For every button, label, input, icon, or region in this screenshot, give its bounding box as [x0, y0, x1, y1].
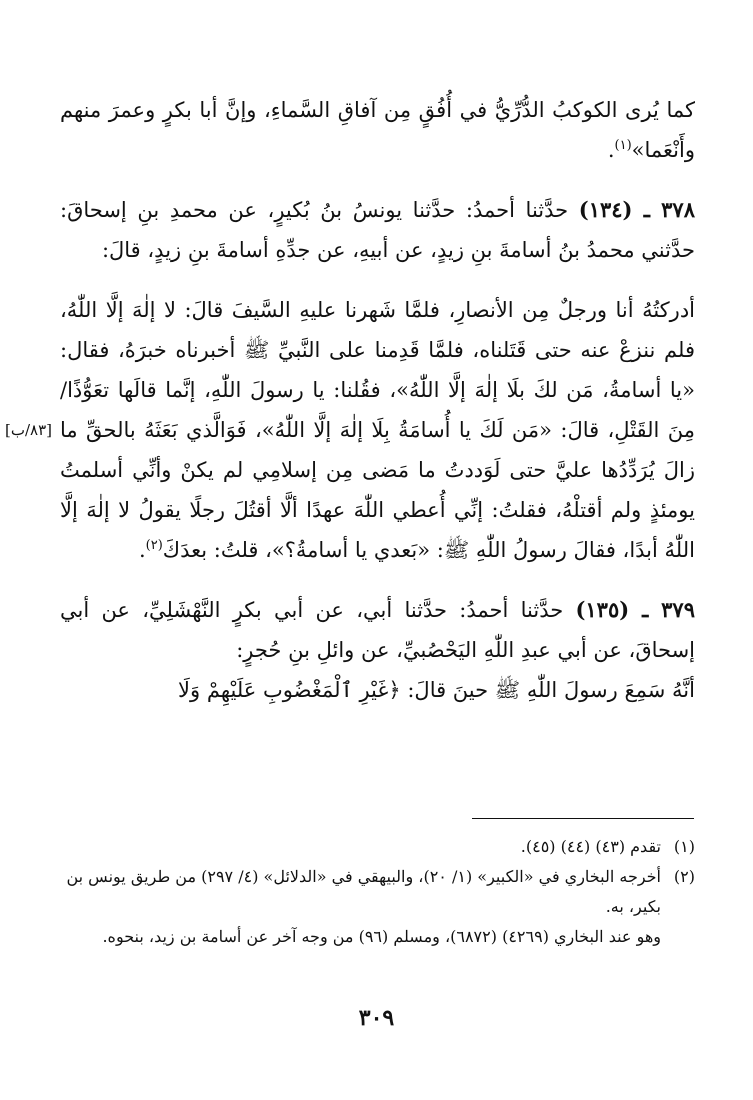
footnote-1: [60, 832, 695, 862]
hadith-378-number: ٣٧٨ ـ (١٣٤): [578, 197, 695, 222]
manuscript-folio-marker: [٨٣/ب]: [5, 421, 53, 439]
hadith-378-chain: ٣٧٨ ـ (١٣٤) حدَّثنا أحمدُ: حدَّثنا يونسُ بنُ بُكيرٍ، عن محمدِ بنِ إسحاقَ: حدَّثني محمدُ بنُ أسامةَ بنِ زيدٍ، عن أبيهِ، عن جدِّهِ أسامةَ بنِ زيدٍ، قالَ:: [60, 197, 695, 262]
main-text: [5, 90, 695, 710]
footnote-ref-2: (٢): [145, 538, 163, 553]
hadith-379-chain: ٣٧٩ ـ (١٣٥) حدَّثنا أحمدُ: حدَّثنا أبي، عن أبي بكرٍ النَّهْشَلِيِّ، عن أبي إسحاقَ، عن أبي عبدِ اللّٰهِ اليَحْصُبيِّ، عن وائلِ بنِ حُجرٍ: أنَّهُ سَمِعَ رسولَ اللّٰهِ ﷺ حينَ قالَ: ﴿غَيْرِ ٱلْمَغْضُوبِ عَلَيْهِمْ وَلَا: [60, 597, 695, 702]
footnote-1-text: تقدم (٤٣) (٤٤) (٤٥).: [520, 837, 661, 856]
footnote-2-text: أخرجه البخاري في «الكبير» (١/ ٢٠)، والبيهقي في «الدلائل» (٤/ ٢٩٧) من طريق يونس بن بكير، به.: [66, 867, 661, 916]
footnote-2: [60, 862, 695, 922]
footnote-separator: [472, 818, 694, 819]
paragraph-continuation: كما يُرى الكوكبُ الدُّرِّيُّ في أُفُقٍ مِن آفاقِ السَّماءِ، وإنَّ أبا بكرٍ وعمرَ منهم وأَنْعَما»$^{(١)}$.: [60, 98, 695, 162]
hadith-379-number: ٣٧٩ ـ (١٣٥): [575, 597, 695, 622]
footnote-2-number: (٢): [673, 867, 695, 886]
footnotes: [60, 832, 695, 952]
hadith-378-body: [٨٣/ب] أدركتُهُ أنا ورجلٌ مِن الأنصارِ، فلمَّا شَهرنا عليهِ السَّيفَ قالَ: لا إلٰهَ إلَّا اللّٰهُ، فلم ننزعْ عنه حتى قَتَلناه، فلمَّا قَدِمنا على النَّبيِّ ﷺ أخبرناه خبرَهُ، فقال: «يا أسامةُ، مَن لكَ بلَا إلٰهَ إلَّا اللّٰهُ»، فقُلنا: يا رسولَ اللّٰهِ، إنَّما قالَها تعَوُّذًا/ مِنَ القَتْلِ، قالَ: «مَن لَكَ يا أُسامَةُ بِلَا إلٰهَ إلَّا اللّٰهُ»، فَوَالَّذي بَعَثَهُ بالحقِّ ما زالَ يُرَدِّدُها عليَّ حتى لَوَددتُ ما مَضى مِن إسلامِي لم يكنْ وأنِّي أسلمتُ يومئذٍ ولم أقتلْهُ، فقلتُ: إنِّي أُعطي اللّٰهَ عهدًا ألَّا أقتُلَ رجلًا يقولُ لا إلٰهَ إلَّا اللّٰهُ أبدًا، فقالَ رسولُ اللّٰهِ ﷺ: «بَعدي يا أسامةُ؟»، قلتُ: بعدَكَ$^{(٢)}$.: [5, 298, 695, 562]
footnote-1-number: (١): [673, 837, 695, 856]
footnote-ref-1: (١): [614, 138, 632, 153]
footnote-2-continuation: وهو عند البخاري (٤٢٦٩) (٦٨٧٢)، ومسلم (٩٦) من وجه آخر عن أسامة بن زيد، بنحوه.: [102, 927, 661, 946]
page-number: ٣٠٩: [358, 1005, 395, 1031]
hadith-379-body: أنَّهُ سَمِعَ رسولَ اللّٰهِ ﷺ حينَ قالَ: ﴿غَيْرِ ٱلْمَغْضُوبِ عَلَيْهِمْ وَلَا: [178, 678, 695, 702]
